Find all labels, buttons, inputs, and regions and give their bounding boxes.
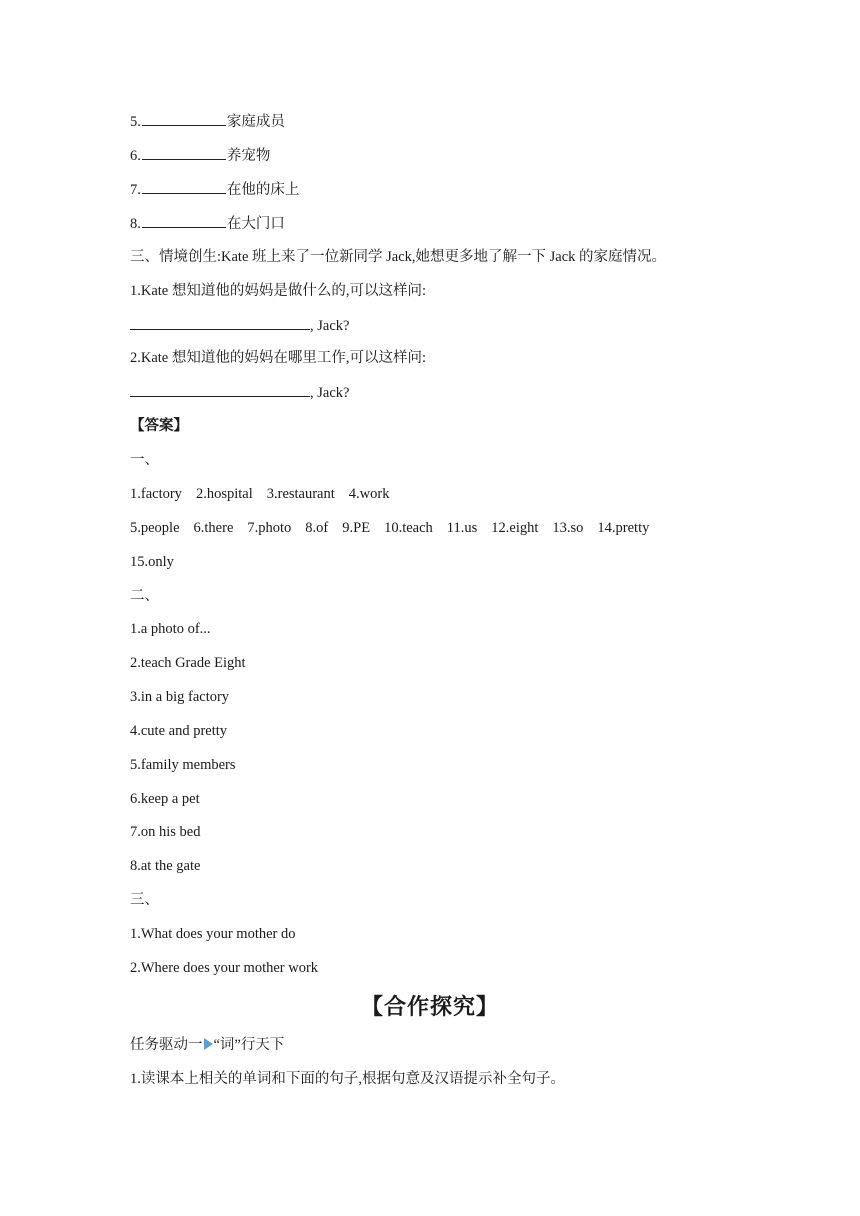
answer-item: 1.factory <box>130 486 182 502</box>
section3-answer-line-1 <box>130 315 349 336</box>
task-heading <box>130 1035 284 1055</box>
answer-part3-item: 2.Where does your mother work <box>130 960 319 976</box>
blank-field <box>142 213 226 228</box>
blank-field <box>142 145 226 160</box>
answer-tail: , Jack? <box>310 385 350 401</box>
vocab-line-7 <box>130 179 299 200</box>
answers-part1-row3: 15.only <box>130 554 174 570</box>
answer-item: 4.work <box>348 486 390 502</box>
vocab-line-5 <box>130 111 285 132</box>
blank-field <box>130 382 310 397</box>
answers-part1-row1 <box>130 484 403 504</box>
vocab-hint: 家庭成员 <box>226 114 285 130</box>
answers-part3-label: 三、 <box>130 892 159 908</box>
section3-heading: 三、情境创生:Kate 班上来了一位新同学 Jack,她想更多地了解一下 Jack 的家庭情况。 <box>130 249 667 265</box>
vocab-number: 7. <box>130 182 141 198</box>
answer-part2-item: 7.on his bed <box>130 824 201 840</box>
vocab-hint: 在大门口 <box>226 216 285 232</box>
answer-part2-item: 1.a photo of... <box>130 621 211 637</box>
answers-part2-label: 二、 <box>130 588 159 604</box>
answer-part3-item: 1.What does your mother do <box>130 926 296 942</box>
vocab-line-6 <box>130 145 270 166</box>
answer-part2-item: 3.in a big factory <box>130 689 230 705</box>
vocab-hint: 养宠物 <box>226 148 271 164</box>
answer-part2-item: 6.keep a pet <box>130 791 200 807</box>
answer-item: 7.photo <box>247 520 292 536</box>
answer-part2-item: 2.teach Grade Eight <box>130 655 246 671</box>
answer-item: 6.there <box>193 520 234 536</box>
section3-question-1: 1.Kate 想知道他的妈妈是做什么的,可以这样问: <box>130 283 427 299</box>
answers-label: 【答案】 <box>130 418 188 434</box>
answer-part2-item: 5.family members <box>130 757 236 773</box>
vocab-number: 8. <box>130 216 141 232</box>
blank-field <box>142 111 226 126</box>
answer-part2-item: 8.at the gate <box>130 858 201 874</box>
answer-item: 2.hospital <box>195 486 253 502</box>
answer-item: 3.restaurant <box>266 486 335 502</box>
answer-item: 13.so <box>552 520 584 536</box>
answer-item: 8.of <box>305 520 329 536</box>
answer-tail: , Jack? <box>310 318 350 334</box>
answers-part1-label: 一、 <box>130 452 159 468</box>
answer-item: 5.people <box>130 520 180 536</box>
answer-item: 14.pretty <box>597 520 650 536</box>
answers-part1-row2 <box>130 518 663 538</box>
answer-part2-item: 4.cute and pretty <box>130 723 228 739</box>
vocab-number: 5. <box>130 114 141 130</box>
answer-item: 9.PE <box>342 520 371 536</box>
task-suffix: “词”行天下 <box>213 1037 285 1053</box>
section3-answer-line-2 <box>130 382 349 403</box>
task-prefix: 任务驱动一 <box>130 1037 203 1053</box>
answer-item: 11.us <box>446 520 478 536</box>
answer-item: 12.eight <box>491 520 539 536</box>
blank-field <box>130 315 310 330</box>
task-instruction: 1.读课本上相关的单词和下面的句子,根据句意及汉语提示补全句子。 <box>130 1071 565 1087</box>
section3-question-2: 2.Kate 想知道他的妈妈在哪里工作,可以这样问: <box>130 350 427 366</box>
answer-item: 10.teach <box>384 520 433 536</box>
vocab-line-8 <box>130 213 285 234</box>
vocab-number: 6. <box>130 148 141 164</box>
blank-field <box>142 179 226 194</box>
cooperation-title: 【合作探究】 <box>360 995 499 1020</box>
vocab-hint: 在他的床上 <box>226 182 300 198</box>
arrow-right-icon <box>204 1038 213 1050</box>
